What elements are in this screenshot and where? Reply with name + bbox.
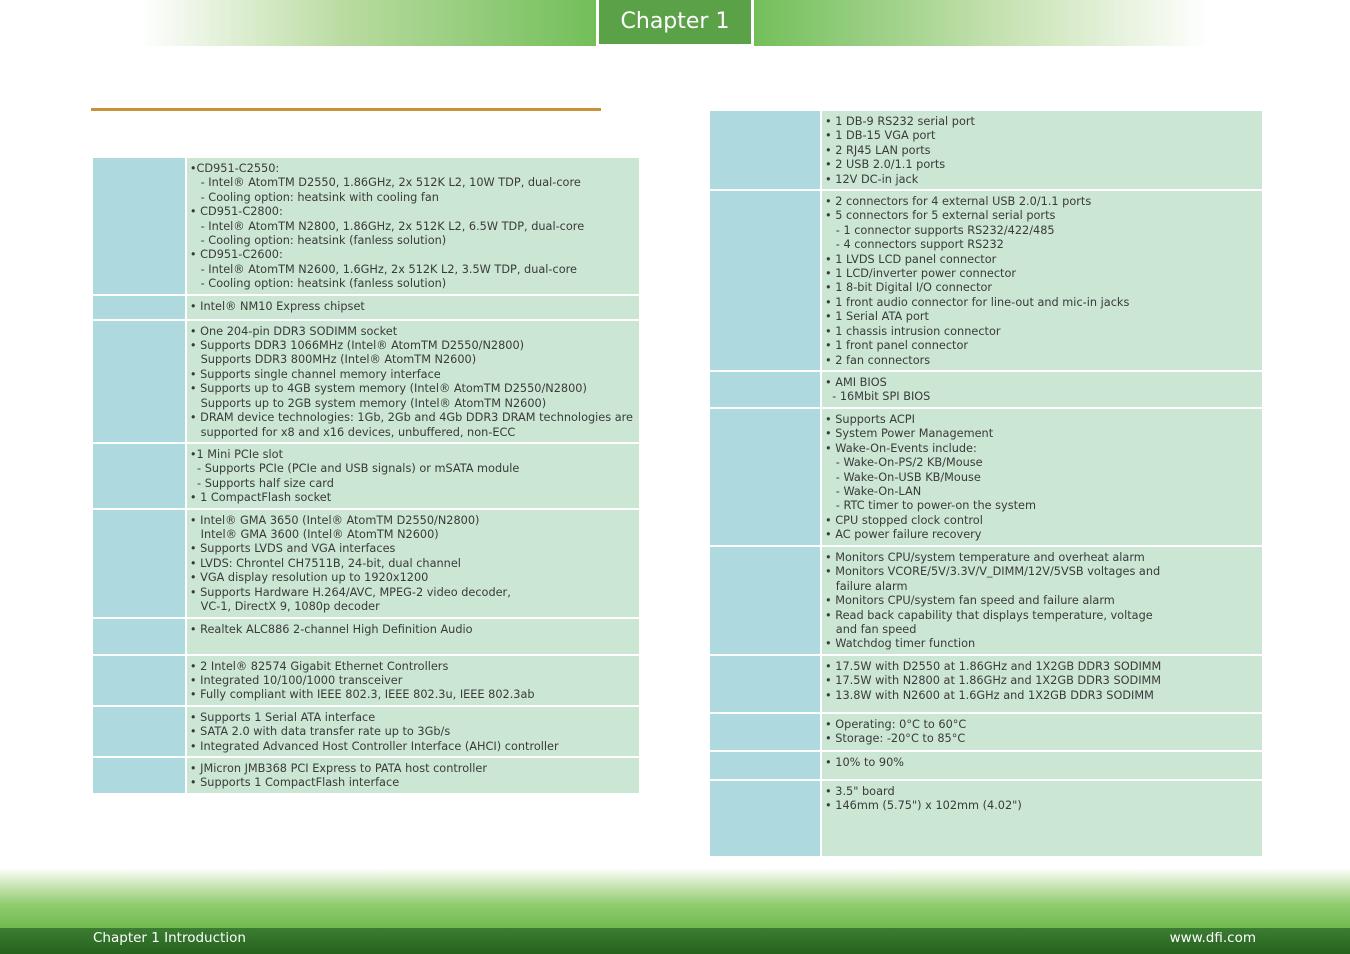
spec-table-left	[91, 156, 641, 795]
spec-line: • 1 DB-15 VGA port	[825, 129, 936, 143]
spec-line: • Supports 1 Serial ATA interface	[189, 710, 376, 724]
spec-line: - Cooling option: heatsink with cooling fan	[189, 190, 439, 204]
spec-line: • 1 LCD/inverter power connector	[825, 267, 1017, 281]
spec-line: • 17.5W with N2800 at 1.86GHz and 1X2GB DDR3 SODIMM	[825, 674, 1162, 688]
spec-label-cell	[93, 619, 185, 654]
spec-value-cell	[187, 510, 639, 617]
spec-label-cell	[710, 191, 820, 370]
spec-value-cell	[822, 752, 1262, 779]
spec-row	[710, 547, 1262, 654]
spec-label-cell	[93, 321, 185, 442]
spec-line: • Realtek ALC886 2-channel High Definition Audio	[189, 622, 473, 636]
spec-line: • Fully compliant with IEEE 802.3, IEEE 802.3u, IEEE 802.3ab	[189, 688, 535, 702]
spec-row	[710, 191, 1262, 370]
spec-line: • Storage: -20°C to 85°C	[825, 732, 966, 746]
spec-label-cell	[710, 714, 820, 750]
spec-line: • Operating: 0°C to 60°C	[825, 718, 967, 732]
spec-line: - Supports PCIe (PCIe and USB signals) or mSATA module	[189, 462, 520, 476]
spec-line: • CPU stopped clock control	[825, 513, 983, 527]
spec-line: • Intel® GMA 3650 (Intel® AtomTM D2550/N2800)	[189, 513, 480, 527]
spec-line: • Supports ACPI	[825, 413, 915, 427]
spec-row	[710, 752, 1262, 779]
spec-line	[190, 637, 633, 651]
spec-line: • Supports DDR3 1066MHz (Intel® AtomTM D2550/N2800)	[189, 339, 525, 353]
spec-row	[93, 321, 639, 442]
chapter-tab: Chapter 1	[599, 0, 751, 44]
spec-line: • SATA 2.0 with data transfer rate up to 3Gb/s	[189, 725, 451, 739]
spec-row	[710, 409, 1262, 545]
spec-line: - Wake-On-USB KB/Mouse	[825, 470, 981, 484]
spec-label-cell	[710, 781, 820, 856]
spec-line	[825, 828, 1256, 842]
spec-row	[93, 707, 639, 756]
spec-value-cell	[822, 547, 1262, 654]
spec-label-cell	[710, 111, 820, 189]
spec-line: VC-1, DirectX 9, 1080p decoder	[189, 599, 380, 613]
spec-line: • 3.5" board	[825, 785, 895, 799]
spec-line: Supports DDR3 800MHz (Intel® AtomTM N2600)	[189, 353, 477, 367]
spec-line: •CD951-C2550:	[189, 162, 280, 175]
spec-value-cell	[187, 619, 639, 654]
spec-label-cell	[93, 758, 185, 793]
spec-row	[710, 656, 1262, 712]
spec-label-cell	[93, 444, 185, 508]
spec-line: • 1 8-bit Digital I/O connector	[825, 281, 993, 295]
spec-line: • 1 LVDS LCD panel connector	[825, 252, 997, 266]
spec-line: failure alarm	[825, 579, 908, 593]
spec-row	[93, 158, 639, 294]
spec-line: - 1 connector supports RS232/422/485	[825, 223, 1055, 237]
spec-line: • 2 USB 2.0/1.1 ports	[825, 158, 946, 172]
spec-line: • CD951-C2600:	[189, 248, 283, 262]
spec-line: • Supports LVDS and VGA interfaces	[189, 542, 396, 556]
spec-line: • Supports Hardware H.264/AVC, MPEG-2 video decoder,	[189, 585, 511, 599]
spec-line: • JMicron JMB368 PCI Express to PATA host controller	[189, 761, 487, 775]
spec-line: • System Power Management	[825, 427, 994, 441]
spec-label-cell	[710, 409, 820, 545]
spec-label-cell	[93, 296, 185, 319]
spec-line: • LVDS: Chrontel CH7511B, 24-bit, dual channel	[189, 556, 461, 570]
spec-label-cell	[710, 372, 820, 407]
spec-line: • 1 Serial ATA port	[825, 310, 929, 324]
spec-label-cell	[710, 752, 820, 779]
spec-line: - Cooling option: heatsink (fanless solution)	[189, 277, 447, 291]
spec-value-cell	[822, 781, 1262, 856]
header-gradient-left	[140, 0, 596, 46]
spec-line: • CD951-C2800:	[189, 205, 283, 219]
spec-line	[825, 814, 1256, 828]
spec-row	[710, 714, 1262, 750]
spec-line: • AC power failure recovery	[825, 528, 982, 542]
spec-value-cell	[187, 158, 639, 294]
spec-row	[710, 111, 1262, 189]
spec-label-cell	[710, 547, 820, 654]
spec-line: • Monitors CPU/system fan speed and failure alarm	[825, 594, 1115, 608]
spec-label-cell	[710, 656, 820, 712]
spec-line: • 1 DB-9 RS232 serial port	[825, 115, 975, 128]
spec-line: • 1 chassis intrusion connector	[825, 324, 1001, 338]
spec-line: Intel® GMA 3600 (Intel® AtomTM N2600)	[189, 527, 439, 541]
spec-value-cell	[822, 714, 1262, 750]
spec-line: • 1 front audio connector for line-out and mic-in jacks	[825, 295, 1130, 309]
spec-value-cell	[822, 656, 1262, 712]
spec-line: • 1 front panel connector	[825, 339, 969, 353]
footer-gradient	[0, 868, 1350, 930]
spec-line: • Read back capability that displays temperature, voltage	[825, 608, 1153, 622]
spec-row	[93, 758, 639, 793]
spec-line: - Wake-On-LAN	[825, 485, 922, 499]
spec-line: • One 204-pin DDR3 SODIMM socket	[189, 324, 398, 338]
spec-line: supported for x8 and x16 devices, unbuffered, non-ECC	[189, 425, 516, 439]
spec-line: • Supports single channel memory interface	[189, 367, 441, 381]
spec-value-cell	[187, 707, 639, 756]
spec-line: • Monitors VCORE/5V/3.3V/V_DIMM/12V/5VSB voltages and	[825, 565, 1161, 579]
footer-chapter-title: Chapter 1 Introduction	[93, 930, 246, 946]
spec-line: • 12V DC-in jack	[825, 172, 919, 186]
spec-value-cell	[822, 111, 1262, 189]
spec-value-cell	[187, 296, 639, 319]
spec-line: • Watchdog timer function	[825, 637, 976, 651]
spec-line: • 146mm (5.75") x 102mm (4.02")	[825, 799, 1022, 813]
spec-value-cell	[187, 321, 639, 442]
spec-line: - 4 connectors support RS232	[825, 238, 1004, 252]
spec-line: • 5 connectors for 5 external serial ports	[825, 209, 1056, 223]
spec-row	[93, 296, 639, 319]
spec-line: - Supports half size card	[189, 476, 334, 490]
spec-line: - Intel® AtomTM N2600, 1.6GHz, 2x 512K L2, 3.5W TDP, dual-core	[189, 262, 577, 276]
spec-line: • 2 Intel® 82574 Gigabit Ethernet Controllers	[189, 659, 449, 673]
spec-line: • 13.8W with N2600 at 1.6GHz and 1X2GB DDR3 SODIMM	[825, 688, 1154, 702]
spec-value-cell	[187, 656, 639, 705]
spec-row	[93, 444, 639, 508]
spec-line: • Monitors CPU/system temperature and overheat alarm	[825, 551, 1145, 565]
spec-line: - Wake-On-PS/2 KB/Mouse	[825, 456, 983, 470]
spec-value-cell	[187, 444, 639, 508]
spec-line: - Intel® AtomTM N2800, 1.86GHz, 2x 512K L2, 6.5W TDP, dual-core	[189, 219, 585, 233]
spec-label-cell	[93, 158, 185, 294]
spec-line: • Wake-On-Events include:	[825, 441, 977, 455]
spec-row	[93, 619, 639, 654]
spec-row	[710, 372, 1262, 407]
spec-row	[710, 781, 1262, 856]
spec-label-cell	[93, 656, 185, 705]
spec-line: • 2 RJ45 LAN ports	[825, 143, 931, 157]
spec-label-cell	[93, 707, 185, 756]
spec-line: • 10% to 90%	[825, 756, 904, 770]
spec-line: • Supports up to 4GB system memory (Intel® AtomTM D2550/N2800)	[189, 382, 587, 396]
spec-line: - RTC timer to power-on the system	[825, 499, 1036, 513]
spec-table-right	[708, 109, 1264, 858]
spec-line: Supports up to 2GB system memory (Intel® AtomTM N2600)	[189, 396, 547, 410]
spec-row	[93, 656, 639, 705]
spec-line: - Cooling option: heatsink (fanless solution)	[189, 234, 447, 248]
spec-line: • Integrated 10/100/1000 transceiver	[189, 673, 403, 687]
section-rule	[91, 108, 601, 111]
spec-line: • AMI BIOS	[825, 376, 887, 390]
spec-line: • DRAM device technologies: 1Gb, 2Gb and 4Gb DDR3 DRAM technologies are	[189, 411, 633, 425]
spec-line: • VGA display resolution up to 1920x1200	[189, 571, 429, 585]
spec-line: - 16Mbit SPI BIOS	[825, 390, 931, 404]
spec-line: - Intel® AtomTM D2550, 1.86GHz, 2x 512K L2, 10W TDP, dual-core	[189, 176, 581, 190]
spec-line: • 2 connectors for 4 external USB 2.0/1.1 ports	[825, 195, 1092, 209]
spec-value-cell	[822, 372, 1262, 407]
spec-line: •1 Mini PCIe slot	[189, 447, 284, 461]
header-gradient-right	[754, 0, 1210, 46]
spec-line: • 1 CompactFlash socket	[189, 491, 332, 505]
spec-value-cell	[187, 758, 639, 793]
spec-line: • Intel® NM10 Express chipset	[189, 299, 365, 313]
spec-label-cell	[93, 510, 185, 617]
spec-row	[93, 510, 639, 617]
spec-line: • 2 fan connectors	[825, 353, 931, 367]
spec-line: • Supports 1 CompactFlash interface	[189, 776, 400, 790]
spec-line: • Integrated Advanced Host Controller Interface (AHCI) controller	[189, 739, 559, 753]
spec-value-cell	[822, 191, 1262, 370]
spec-value-cell	[822, 409, 1262, 545]
footer-website: www.dfi.com	[1169, 930, 1256, 946]
spec-line: • 17.5W with D2550 at 1.86GHz and 1X2GB DDR3 SODIMM	[825, 660, 1162, 674]
spec-line: and fan speed	[825, 623, 917, 637]
